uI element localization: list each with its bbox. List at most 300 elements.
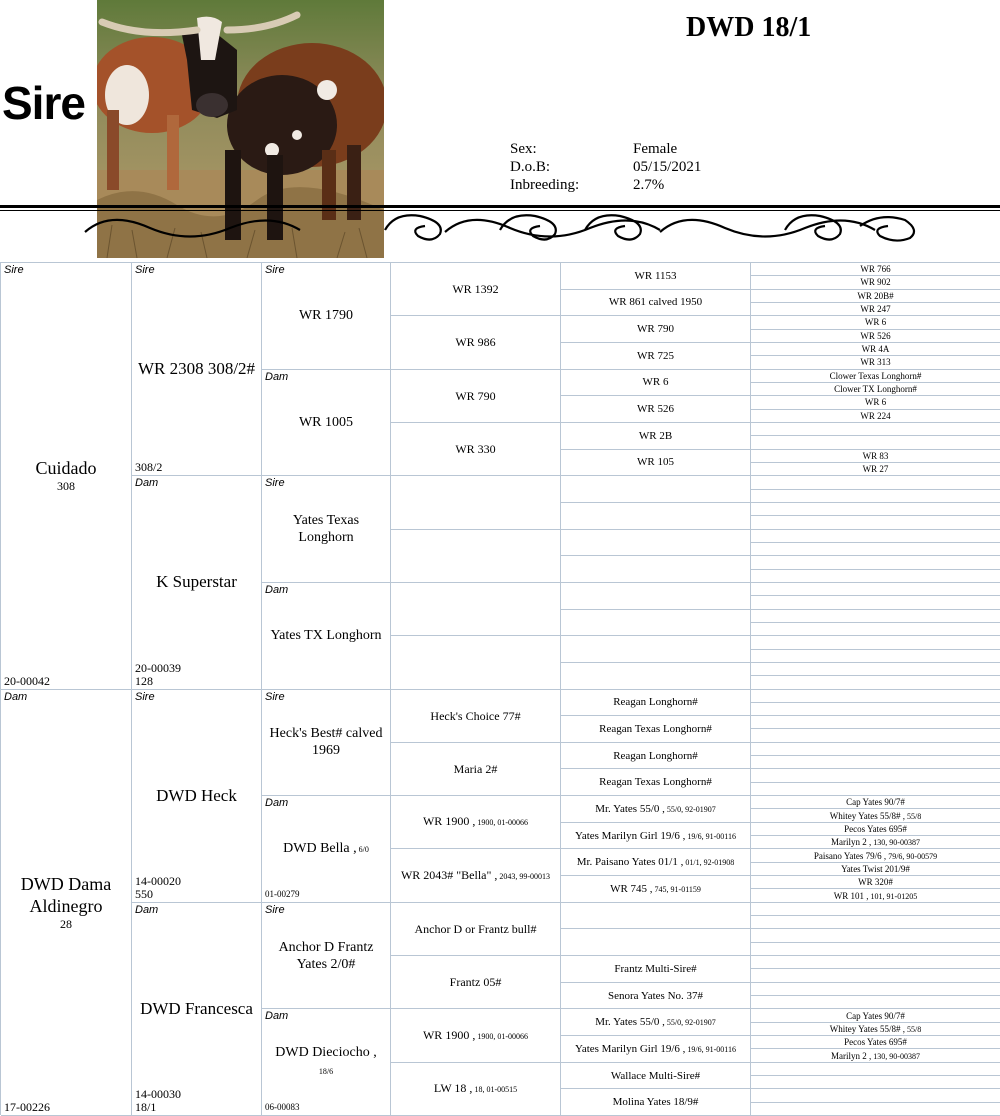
cell-content — [751, 823, 1000, 835]
cell-content — [751, 490, 1000, 502]
pedigree-cell — [561, 503, 751, 530]
dam-tag: Dam — [4, 691, 27, 703]
cell-content — [751, 809, 1000, 821]
cell-stack — [11, 873, 121, 932]
pedigree-cell — [751, 769, 1000, 782]
dam-tag: Dam — [265, 371, 288, 383]
ancestor-name: Heck's Choice 77# — [430, 709, 520, 723]
cell-content — [561, 876, 750, 902]
pedigree-cell — [751, 969, 1000, 982]
cell-content — [751, 276, 1000, 288]
reg-line-2: 18/1 — [135, 1101, 181, 1114]
pedigree-cell — [561, 316, 751, 343]
cell-content — [561, 956, 750, 982]
cell-content — [751, 1063, 1000, 1075]
cell-content — [561, 1089, 750, 1115]
cell-content — [751, 996, 1000, 1008]
ancestor-name: WR 20B# — [857, 291, 893, 301]
ancestor-sub: 130, 90-00387 — [871, 1052, 920, 1061]
cell-stack — [299, 414, 353, 431]
pedigree-cell — [561, 1009, 751, 1036]
ancestor-sub: 19/6, 91-00116 — [685, 832, 736, 841]
ancestor-name: DWD Bella , 6/0 — [283, 840, 369, 858]
ancestor-name: Whitey Yates 55/8# , 55/8 — [830, 811, 921, 821]
cell-content — [262, 690, 390, 796]
pedigree-cell — [751, 490, 1000, 503]
cell-content — [561, 1036, 750, 1062]
pedigree-cell — [751, 783, 1000, 796]
cell-content — [561, 823, 750, 849]
pedigree-cell — [751, 1103, 1000, 1116]
inbreeding-value: 2.7% — [633, 176, 664, 194]
decorative-scroll-band — [0, 200, 1000, 252]
cell-content — [751, 676, 1000, 688]
ancestor-sub: 130, 90-00387 — [871, 838, 920, 847]
pedigree-cell — [262, 263, 391, 370]
cell-content — [751, 836, 1000, 848]
cell-content — [751, 889, 1000, 901]
pedigree-cell — [561, 769, 751, 796]
pedigree-cell — [751, 303, 1000, 316]
pedigree-cell — [751, 583, 1000, 596]
pedigree-cell — [132, 690, 262, 903]
pedigree-cell — [391, 849, 561, 902]
registration-number — [135, 662, 181, 688]
pedigree-cell — [561, 556, 751, 583]
pedigree-cell — [391, 1063, 561, 1116]
cell-content — [751, 263, 1000, 275]
cell-content — [751, 796, 1000, 808]
cell-content — [751, 983, 1000, 995]
cell-content — [751, 969, 1000, 981]
pedigree-cell — [751, 1023, 1000, 1036]
ancestor-name: Yates Texas Longhorn — [269, 512, 384, 546]
ancestor-sub: 101, 91-01205 — [869, 892, 918, 901]
pedigree-cell — [751, 929, 1000, 942]
sire-tag: Sire — [265, 477, 285, 489]
ancestor-name: WR 224 — [860, 411, 890, 421]
cell-content — [132, 263, 261, 475]
ancestor-name: Maria 2# — [454, 762, 498, 776]
cell-content — [262, 263, 390, 369]
ancestor-name: Yates Marilyn Girl 19/6 , 19/6, 91-00116 — [575, 1043, 736, 1055]
pedigree-cell — [561, 370, 751, 397]
ancestor-sub: 2043, 99-00013 — [497, 872, 550, 881]
cell-content — [751, 943, 1000, 955]
cell-content — [561, 796, 750, 822]
pedigree-cell — [262, 583, 391, 690]
pedigree-cell — [561, 290, 751, 317]
cell-content — [751, 623, 1000, 635]
cell-content — [751, 956, 1000, 968]
pedigree-cell — [751, 876, 1000, 889]
pedigree-cell — [751, 983, 1000, 996]
cell-stack — [299, 307, 353, 324]
cell-content — [561, 663, 750, 689]
cell-content — [751, 503, 1000, 515]
ancestor-name: Marilyn 2 , 130, 90-00387 — [831, 837, 920, 847]
cell-content — [561, 450, 750, 476]
pedigree-cell — [751, 690, 1000, 703]
pedigree-cell — [751, 543, 1000, 556]
ancestor-name: Molina Yates 18/9# — [613, 1096, 699, 1108]
ancestor-name: Heck's Best# calved 1969 — [269, 725, 384, 759]
cell-content — [751, 916, 1000, 928]
cell-content — [751, 436, 1000, 448]
pedigree-cell — [751, 663, 1000, 676]
ancestor-name: WR 861 calved 1950 — [609, 296, 702, 308]
cell-content — [751, 423, 1000, 435]
cell-content — [561, 583, 750, 609]
pedigree-cell — [391, 743, 561, 796]
ancestor-name: WR 6 — [865, 397, 886, 407]
animal-title: DWD 18/1 — [686, 12, 811, 44]
pedigree-cell — [751, 290, 1000, 303]
pedigree-cell — [751, 1036, 1000, 1049]
cell-content — [751, 1076, 1000, 1088]
pedigree-cell — [132, 903, 262, 1116]
pedigree-cell — [751, 450, 1000, 463]
cell-stack — [269, 512, 384, 546]
ancestor-sub: 1900, 01-00066 — [475, 1032, 528, 1041]
dam-tag: Dam — [135, 904, 158, 916]
ancestor-name: WR 1005 — [299, 414, 353, 431]
ancestor-name: WR 725 — [637, 350, 674, 362]
cell-stack — [269, 939, 384, 973]
animal-info — [510, 140, 701, 194]
reg-line-1: 308/2 — [135, 461, 162, 474]
pedigree-cell — [751, 743, 1000, 756]
pedigree-cell — [262, 476, 391, 583]
sire-tag: Sire — [4, 264, 24, 276]
ancestor-name: WR 986 — [455, 335, 495, 349]
cell-content — [751, 929, 1000, 941]
ancestor-name: LW 18 , 18, 01-00515 — [434, 1081, 517, 1097]
ancestor-name: WR 330 — [455, 442, 495, 456]
pedigree-cell — [262, 903, 391, 1010]
cell-content — [561, 503, 750, 529]
cell-content — [391, 316, 560, 368]
pedigree-cell — [751, 796, 1000, 809]
ancestor-name: WR 745 , 745, 91-01159 — [610, 883, 701, 895]
pedigree-cell — [262, 690, 391, 797]
cell-content — [561, 370, 750, 396]
pedigree-cell — [391, 903, 561, 956]
pedigree-cell — [751, 1063, 1000, 1076]
ancestor-name: WR 105 — [637, 456, 674, 468]
ancestor-name: WR 1392 — [452, 282, 498, 296]
dob-value: 05/15/2021 — [633, 158, 701, 176]
ancestor-sub: 745, 91-01159 — [653, 885, 701, 894]
pedigree-cell — [751, 610, 1000, 623]
ancestor-name: WR 313 — [860, 357, 890, 367]
parent-name: DWD Dama Aldinegro — [11, 873, 121, 917]
sire-tag: Sire — [265, 691, 285, 703]
cell-content — [561, 1063, 750, 1089]
ancestor-name: WR 6 — [643, 376, 669, 388]
pedigree-cell — [751, 570, 1000, 583]
ancestor-name: Frantz Multi-Sire# — [614, 963, 696, 975]
cell-content — [561, 610, 750, 636]
registration-number: 01-00279 — [265, 888, 300, 901]
cell-content — [751, 743, 1000, 755]
registration-number: 06-00083 — [265, 1101, 300, 1114]
cell-stack — [36, 457, 97, 494]
ancestor-name: WR 6 — [865, 317, 886, 327]
cell-content — [561, 636, 750, 662]
pedigree-cell — [391, 476, 561, 529]
pedigree-cell — [751, 1049, 1000, 1062]
pedigree-cell — [561, 876, 751, 903]
parent-name: Cuidado — [36, 457, 97, 479]
cell-content — [561, 716, 750, 742]
cell-content — [751, 370, 1000, 382]
cell-content — [751, 769, 1000, 781]
pedigree-cell — [391, 423, 561, 476]
cell-content — [561, 530, 750, 556]
dam-tag: Dam — [265, 797, 288, 809]
pedigree-cell — [561, 823, 751, 850]
pedigree-cell — [751, 729, 1000, 742]
sire-tag: Sire — [135, 691, 155, 703]
cell-content — [751, 316, 1000, 328]
cell-content — [751, 570, 1000, 582]
cell-content — [751, 903, 1000, 915]
ancestor-name: Yates TX Longhorn — [270, 627, 381, 644]
pedigree-cell — [561, 1036, 751, 1063]
cell-content — [262, 583, 390, 689]
pedigree-cell — [751, 943, 1000, 956]
cell-content — [1, 263, 131, 689]
sire-tag: Sire — [265, 264, 285, 276]
pedigree-cell — [751, 276, 1000, 289]
parent-sub: 28 — [60, 917, 72, 932]
cell-content — [751, 610, 1000, 622]
pedigree-cell — [751, 370, 1000, 383]
cell-stack — [269, 725, 384, 759]
cell-content — [561, 396, 750, 422]
cell-content — [751, 330, 1000, 342]
registration-number: 17-00226 — [4, 1101, 50, 1114]
pedigree-cell — [751, 956, 1000, 969]
ancestor-sub: 6/0 — [357, 845, 369, 854]
pedigree-cell — [751, 383, 1000, 396]
cell-content — [132, 476, 261, 688]
cell-content — [391, 583, 560, 635]
pedigree-cell — [751, 596, 1000, 609]
pedigree-cell — [262, 370, 391, 477]
ancestor-name: Cap Yates 90/7# — [846, 1011, 905, 1021]
pedigree-cell — [391, 1009, 561, 1062]
cell-content — [132, 690, 261, 902]
pedigree-cell — [751, 676, 1000, 689]
cell-content — [561, 769, 750, 795]
cell-content — [391, 903, 560, 955]
ancestor-name: DWD Dieciocho , 18/6 — [269, 1044, 384, 1080]
ancestor-name: Clower Texas Longhorn# — [830, 371, 922, 381]
pedigree-cell — [391, 530, 561, 583]
pedigree-cell — [132, 263, 262, 476]
ancestor-name: WR 2B — [639, 430, 672, 442]
pedigree-cell — [751, 356, 1000, 369]
pedigree-cell — [751, 756, 1000, 769]
dam-tag: Dam — [265, 584, 288, 596]
cell-content — [561, 849, 750, 875]
pedigree-cell — [751, 650, 1000, 663]
pedigree-cell — [561, 530, 751, 557]
cell-content — [751, 636, 1000, 648]
registration-number — [135, 875, 181, 901]
cell-content — [751, 356, 1000, 368]
sex-label: Sex: — [510, 140, 633, 158]
ancestor-sub: 01/1, 92-01908 — [683, 858, 734, 867]
pedigree-cell — [751, 849, 1000, 862]
ancestor-name: WR 790 — [455, 389, 495, 403]
pedigree-cell — [751, 1076, 1000, 1089]
inbreeding-label: Inbreeding: — [510, 176, 633, 194]
ancestor-name: Pecos Yates 695# — [844, 824, 907, 834]
pedigree-cell — [751, 503, 1000, 516]
cell-content — [751, 756, 1000, 768]
cell-content — [391, 263, 560, 315]
pedigree-cell — [1, 263, 132, 690]
pedigree-cell — [262, 796, 391, 903]
pedigree-cell — [391, 263, 561, 316]
reg-line-1: 20-00039 — [135, 662, 181, 675]
cell-content — [561, 983, 750, 1009]
cell-content — [561, 929, 750, 955]
pedigree-cell — [751, 623, 1000, 636]
pedigree-cell — [751, 703, 1000, 716]
pedigree-cell — [751, 316, 1000, 329]
ancestor-name: DWD Heck — [156, 786, 237, 806]
pedigree-cell — [751, 556, 1000, 569]
cell-content — [262, 796, 390, 902]
ancestor-sub: 19/6, 91-00116 — [685, 1045, 736, 1054]
cell-content — [561, 343, 750, 369]
ancestor-name: WR 83 — [863, 451, 889, 461]
pedigree-cell — [751, 903, 1000, 916]
cell-content — [391, 1063, 560, 1115]
cell-content — [561, 290, 750, 316]
pedigree-cell — [751, 463, 1000, 476]
cell-content — [391, 423, 560, 475]
cell-content — [751, 663, 1000, 675]
pedigree-grid — [0, 262, 1000, 1115]
ancestor-name: Reagan Texas Longhorn# — [599, 776, 712, 788]
pedigree-cell — [262, 1009, 391, 1116]
pedigree-cell — [751, 476, 1000, 489]
sex-value: Female — [633, 140, 677, 158]
ancestor-sub: 1900, 01-00066 — [475, 818, 528, 827]
pedigree-cell — [751, 263, 1000, 276]
ancestor-name: Marilyn 2 , 130, 90-00387 — [831, 1051, 920, 1061]
cell-content — [751, 1103, 1000, 1115]
pedigree-cell — [751, 636, 1000, 649]
ancestor-name: WR 766 — [860, 264, 890, 274]
sire-tag: Sire — [265, 904, 285, 916]
ancestor-sub: 79/6, 90-00579 — [886, 852, 937, 861]
pedigree-cell — [391, 636, 561, 689]
ancestor-sub: 55/8 — [905, 812, 921, 821]
ancestor-name: Mr. Paisano Yates 01/1 , 01/1, 92-01908 — [577, 856, 735, 868]
cell-content — [561, 476, 750, 502]
registration-number — [135, 1088, 181, 1114]
pedigree-cell — [751, 1089, 1000, 1102]
pedigree-cell — [391, 796, 561, 849]
pedigree-cell — [391, 690, 561, 743]
ancestor-name: Frantz 05# — [450, 975, 502, 989]
cell-content — [391, 956, 560, 1008]
pedigree-cell — [751, 823, 1000, 836]
cell-content — [751, 1023, 1000, 1035]
cell-content — [751, 1036, 1000, 1048]
pedigree-cell — [132, 476, 262, 689]
cell-content — [561, 263, 750, 289]
ancestor-sub: 55/0, 92-01907 — [665, 1018, 716, 1027]
cell-content — [751, 476, 1000, 488]
pedigree-cell — [751, 863, 1000, 876]
cell-content — [751, 583, 1000, 595]
cell-content — [561, 690, 750, 716]
pedigree-cell — [561, 690, 751, 717]
ancestor-name: Cap Yates 90/7# — [846, 797, 905, 807]
cell-content — [751, 543, 1000, 555]
pedigree-cell — [391, 316, 561, 369]
ancestor-name: Wallace Multi-Sire# — [611, 1070, 700, 1082]
ancestor-name: Mr. Yates 55/0 , 55/0, 92-01907 — [595, 1016, 716, 1028]
pedigree-cell — [391, 956, 561, 1009]
cell-content — [561, 423, 750, 449]
ancestor-name: Mr. Yates 55/0 , 55/0, 92-01907 — [595, 803, 716, 815]
cell-content — [751, 1089, 1000, 1101]
pedigree-cell — [561, 796, 751, 823]
cell-stack — [283, 840, 369, 858]
pedigree-cell — [751, 396, 1000, 409]
cell-stack — [270, 627, 381, 644]
ancestor-name: WR 1900 , 1900, 01-00066 — [423, 814, 528, 830]
pedigree-cell — [751, 996, 1000, 1009]
cell-content — [391, 1009, 560, 1061]
reg-line-1: 14-00030 — [135, 1088, 181, 1101]
cell-content — [751, 849, 1000, 861]
parent-sub: 308 — [57, 479, 75, 494]
ancestor-name: WR 2043# "Bella" , 2043, 99-00013 — [401, 868, 550, 884]
ancestor-name: Whitey Yates 55/8# , 55/8 — [830, 1024, 921, 1034]
pedigree-cell — [561, 983, 751, 1010]
ancestor-name: WR 101 , 101, 91-01205 — [834, 891, 917, 901]
pedigree-cell — [561, 343, 751, 370]
registration-number — [135, 461, 162, 474]
ancestor-name: WR 247 — [860, 304, 890, 314]
cell-content — [751, 516, 1000, 528]
cell-content — [262, 903, 390, 1009]
ancestor-name: WR 790 — [637, 323, 674, 335]
dam-tag: Dam — [135, 477, 158, 489]
cell-content — [262, 370, 390, 476]
cell-content — [751, 1049, 1000, 1061]
ancestor-name: K Superstar — [156, 572, 237, 592]
pedigree-cell — [751, 530, 1000, 543]
ancestor-name: Paisano Yates 79/6 , 79/6, 90-00579 — [814, 851, 937, 861]
cell-content — [751, 876, 1000, 888]
ancestor-name: Anchor D or Frantz bull# — [415, 922, 537, 936]
ancestor-name: Anchor D Frantz Yates 2/0# — [269, 939, 384, 973]
cell-content — [751, 596, 1000, 608]
reg-line-2: 550 — [135, 888, 181, 901]
ancestor-name: DWD Francesca — [140, 999, 253, 1019]
cell-content — [751, 463, 1000, 475]
